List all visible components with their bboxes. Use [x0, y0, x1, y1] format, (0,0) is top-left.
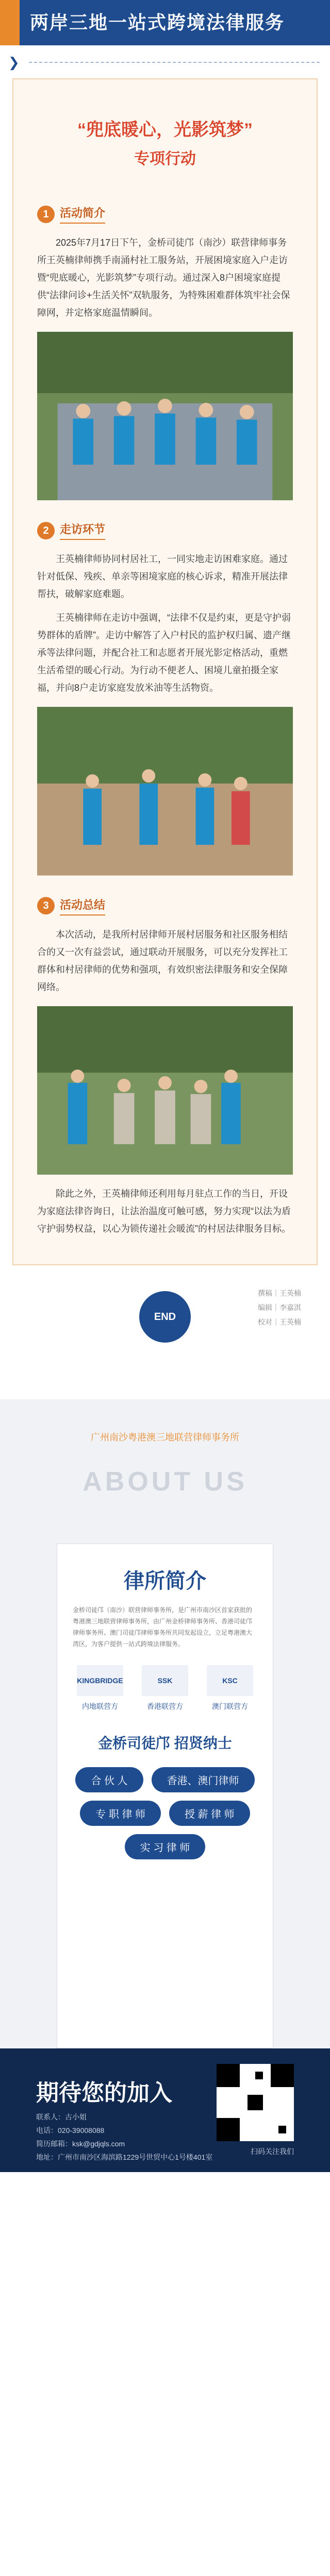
role-partner: 合 伙 人 — [75, 1767, 143, 1792]
section-title: 走访环节 — [60, 521, 105, 540]
hero-title: “兜底暖心，光影筑梦” — [77, 120, 253, 140]
photo-group-visit — [37, 332, 293, 500]
contact-phone: 电话：020-39008088 — [36, 2126, 105, 2135]
qr-code-icon — [217, 2064, 294, 2141]
header-accent — [0, 0, 20, 45]
paragraph: 本次活动，是我所村居律师开展村居服务和社区服务相结合的又一次有益尝试，通过联动开展服务，可以充分发挥社工群体和村居律师的优势和强项，有效织密法律服务和安全保障网络。 — [37, 929, 288, 992]
logo-caption: 澳门联营方 — [212, 1702, 248, 1711]
firm-band: 广州南沙粤港澳三地联营律师事务所 — [91, 1432, 239, 1443]
paragraph: 2025年7月17日下午，金桥司徒邝（南沙）联营律师事务所王英楠律师携手南涌村社工服务站，开展困境家庭入户走访暨“兜底暖心，光影筑梦”专项行动。通过深入8户困境家庭提供“法律问诊+生活关怀”双轨服务，为特殊困难群体筑牢社会保障网，并定格家庭温情瞬间。 — [37, 238, 290, 318]
role-trainee: 实 习 律 师 — [125, 1834, 206, 1859]
role-fulltime: 专 职 律 师 — [80, 1801, 161, 1826]
recruit-title: 金桥司徒邝 招贤纳士 — [98, 1735, 232, 1752]
qr-caption: 扫码关注我们 — [251, 2147, 294, 2156]
logo-caption: 香港联营方 — [147, 1702, 183, 1711]
credits — [258, 1286, 301, 1329]
credit-editor: 编辑｜李嘉淇 — [258, 1303, 301, 1312]
section-3 — [13, 896, 317, 1264]
firm-intro-card — [57, 1544, 273, 2048]
header-bar — [0, 0, 330, 45]
contact-email: 简历邮箱：ksk@gdjqls.com — [36, 2140, 125, 2148]
contact-address: 地址：广州市南沙区海滨路1229号世贸中心1号楼401室 — [36, 2153, 213, 2162]
paragraph: 除此之外，王英楠律师还利用每月驻点工作的当日，开设为家庭法律咨询日，让法治温度可触可感，努力实现“以法为盾守护弱势权益，以心为锁传递社会暖流”的村居法律服务目标。 — [37, 1189, 291, 1234]
dashed-divider — [29, 62, 320, 63]
partner-logos — [68, 1665, 262, 1711]
firm-intro: 金桥司徒邝（南沙）联营律师事务所，是广州市南沙区首家获批的粤港澳三地联营律师事务所，由广州金桥律师事务所、香港司徒邝律师事务所、澳门司徒邝律师事务所共同发起设立，立足粤港澳大湾区，为客户提供一站式跨境法律服务。 — [73, 1606, 253, 1648]
about-us-label: ABOUT US — [82, 1467, 248, 1497]
section-header — [37, 205, 293, 224]
ssk-logo: SSK — [142, 1665, 188, 1696]
about-us-section — [0, 1399, 330, 2172]
paragraph: 王英楠律师协同村居社工，一同实地走访困难家庭。通过针对低保、残疾、单亲等困境家庭的核心诉求，精准开展法律帮扶，破解家庭难题。 — [37, 554, 288, 600]
section-header — [37, 896, 293, 916]
photo-illustration — [37, 707, 293, 875]
role-salaried: 授 薪 律 师 — [169, 1801, 250, 1826]
credit-writer: 撰稿｜王英楠 — [258, 1289, 301, 1298]
end-area — [0, 1265, 330, 1368]
ksc-logo: KSC — [207, 1665, 253, 1696]
article-sheet — [12, 78, 318, 1265]
contact-person: 联系人：古小姐 — [36, 2113, 87, 2122]
section-title: 活动总结 — [60, 896, 105, 916]
chevron-right-icon: ❯ — [8, 55, 20, 70]
recruit-roles — [68, 1763, 262, 1863]
credit-proofreader: 校对｜王英楠 — [258, 1318, 301, 1327]
contact-info — [36, 2110, 212, 2164]
page-title: 两岸三地一站式跨境法律服务 — [30, 12, 285, 33]
logo-caption: 内地联营方 — [82, 1702, 118, 1711]
join-title: 期待您的加入 — [36, 2080, 172, 2106]
section-2 — [13, 521, 317, 875]
logo-mainland — [77, 1665, 123, 1711]
hero-subtitle: 专项行动 — [134, 150, 196, 167]
article-hero — [13, 79, 317, 184]
section-number: 3 — [37, 897, 55, 914]
paragraph: 王英楠律师在走访中强调，“法律不仅是约束，更是守护弱势群体的盾牌”。走访中解答了入户村民的监护权归属、遗产继承等法律问题，并配合社工和志愿者开展光影定格活动，重燃生活希望的暖心行动。为行动不便老人、困境儿童拍摄全家福，并向8户走访家庭发放米油等生活物资。 — [37, 613, 291, 693]
divider-row — [0, 45, 330, 78]
section-number: 1 — [37, 206, 55, 223]
photo-family-portrait — [37, 1006, 293, 1175]
card-title: 律所简介 — [124, 1570, 206, 1593]
photo-home-visit — [37, 707, 293, 875]
section-header — [37, 521, 293, 540]
end-badge: END — [139, 1291, 191, 1343]
kingbridge-logo: KINGBRIDGE — [77, 1665, 123, 1696]
section-number: 2 — [37, 522, 55, 539]
photo-illustration — [37, 1006, 293, 1175]
role-hk-macau: 香港、澳门律师 — [152, 1767, 255, 1792]
photo-illustration — [37, 332, 293, 500]
join-footer — [0, 2048, 330, 2172]
section-1 — [13, 205, 317, 500]
section-title: 活动简介 — [60, 205, 105, 224]
logo-hongkong — [142, 1665, 188, 1711]
logo-macau — [207, 1665, 253, 1711]
qr-code[interactable] — [217, 2064, 294, 2141]
